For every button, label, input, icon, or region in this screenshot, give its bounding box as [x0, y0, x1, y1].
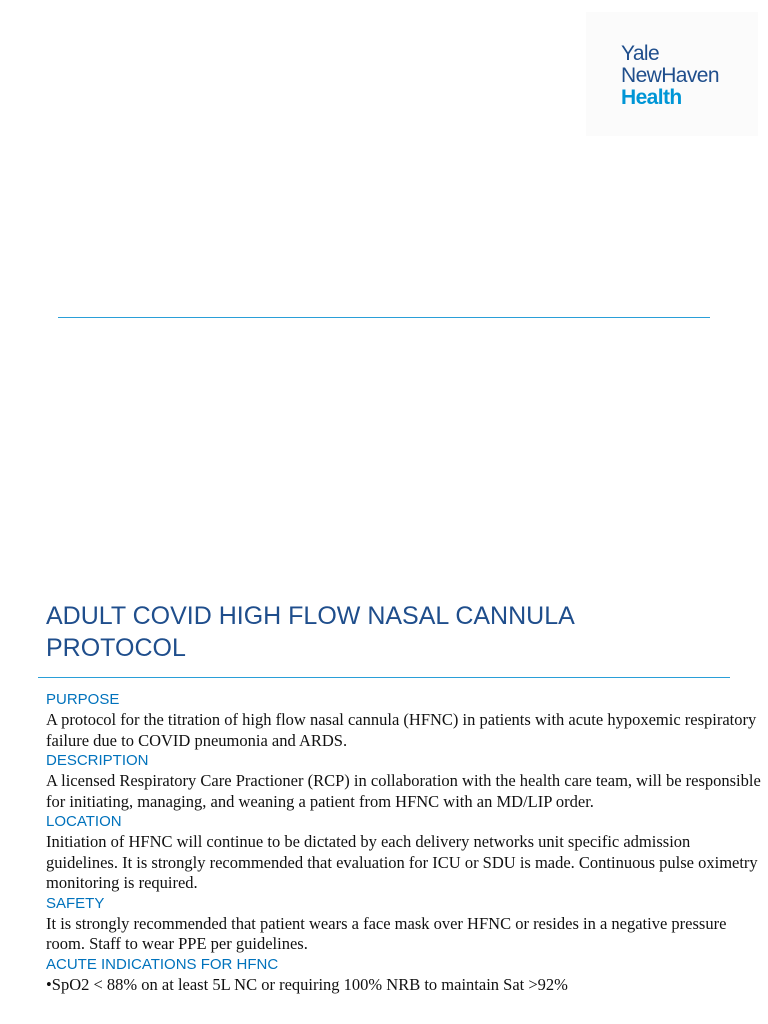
logo-line-health: Health [621, 86, 682, 109]
logo-line-newhaven: NewHaven [621, 64, 719, 87]
yale-new-haven-health-logo [586, 12, 758, 136]
title-divider [38, 677, 730, 678]
logo-line-yale: Yale [621, 42, 660, 65]
section-heading-safety: SAFETY [46, 894, 105, 912]
document-title: ADULT COVID HIGH FLOW NASAL CANNULA PROTOCOL [46, 602, 574, 662]
document-body [46, 690, 766, 995]
section-text-purpose: A protocol for the titration of high flow nasal cannula (HFNC) in patients with acute hypoxemic respiratory failure due to COVID pneumonia and ARDS. [46, 710, 757, 750]
section-heading-acute-indications: ACUTE INDICATIONS FOR HFNC [46, 955, 279, 973]
section-text-location: Initiation of HFNC will continue to be dictated by each delivery networks unit specific admission guidelines. It is strongly recommended that evaluation for ICU or SDU is made. Continuous pulse oximetry monitoring is required. [46, 832, 758, 892]
section-text-safety: It is strongly recommended that patient wears a face mask over HFNC or resides in a negative pressure room. Staff to wear PPE per guidelines. [46, 913, 727, 953]
acute-indications-bullet: •SpO2 < 88% on at least 5L NC or requiring 100% NRB to maintain Sat >92% [46, 974, 568, 994]
section-heading-location: LOCATION [46, 813, 122, 830]
top-divider [58, 317, 710, 318]
section-heading-purpose: PURPOSE [46, 691, 120, 708]
section-heading-description: DESCRIPTION [46, 752, 149, 769]
section-text-description: A licensed Respiratory Care Practioner (RCP) in collaboration with the health care team, will be responsible for initiating, managing, and weaning a patient from HFNC with an MD/LIP order. [46, 771, 761, 811]
